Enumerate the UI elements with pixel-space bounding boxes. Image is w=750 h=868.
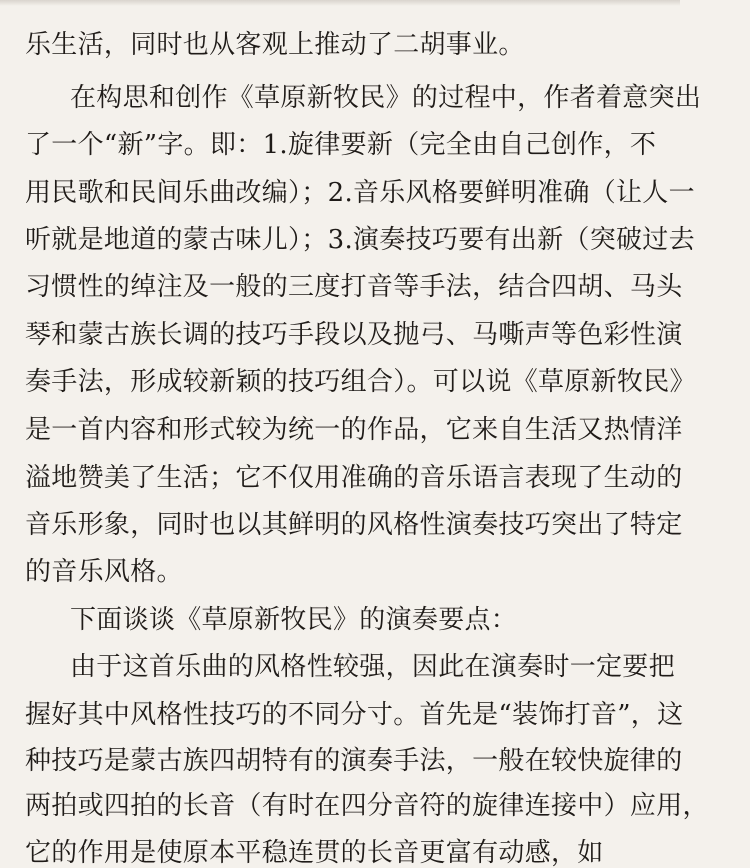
text-line-10: 溢地赞美了生活；它不仅用准确的音乐语言表现了生动的: [25, 463, 683, 493]
text-line-3: 了一个“新”字。即：1.旋律要新（完全由自己创作，不: [25, 130, 657, 160]
text-line-7: 琴和蒙古族长调的技巧手段以及抛弓、马嘶声等色彩性演: [25, 320, 683, 350]
text-line-12: 的音乐风格。: [25, 557, 183, 587]
text-line-13: 下面谈谈《草原新牧民》的演奏要点：: [70, 605, 518, 635]
text-line-5: 听就是地道的蒙古味儿）；3.演奏技巧要有出新（突破过去: [25, 225, 695, 255]
scan-edge: [0, 0, 680, 6]
text-line-4: 用民歌和民间乐曲改编）；2.音乐风格要鲜明准确（让人一: [25, 178, 695, 208]
text-line-2: 在构思和创作《草原新牧民》的过程中，作者着意突出: [70, 83, 702, 113]
text-line-14: 由于这首乐曲的风格性较强，因此在演奏时一定要把: [70, 652, 675, 682]
text-line-16: 种技巧是蒙古族四胡特有的演奏手法，一般在较快旋律的: [25, 746, 683, 776]
text-line-15: 握好其中风格性技巧的不同分寸。首先是“装饰打音”，这: [25, 700, 684, 730]
text-line-17: 两拍或四拍的长音（有时在四分音符的旋律连接中）应用，: [25, 791, 709, 821]
text-line-9: 是一首内容和形式较为统一的作品，它来自生活又热情洋: [25, 415, 683, 445]
text-line-8: 奏手法，形成较新颖的技巧组合）。可以说《草原新牧民》: [25, 367, 696, 397]
text-line-1: 乐生活，同时也从客观上推动了二胡事业。: [25, 30, 525, 60]
text-line-6: 习惯性的绰注及一般的三度打音等手法，结合四胡、马头: [25, 272, 683, 302]
text-line-18: 它的作用是使原本平稳连贯的长音更富有动感，如: [25, 838, 604, 868]
text-line-11: 音乐形象，同时也以其鲜明的风格性演奏技巧突出了特定: [25, 510, 683, 540]
